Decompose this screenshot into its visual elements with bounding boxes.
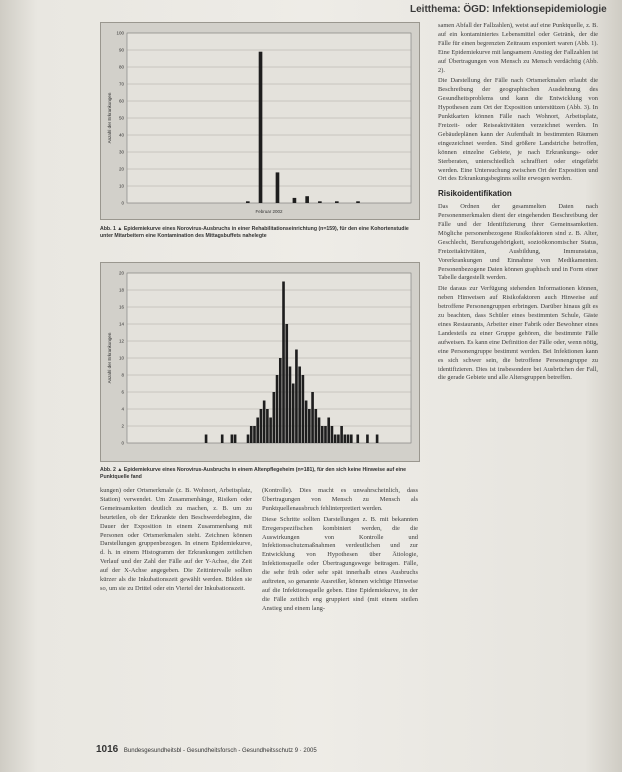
y-tick-label: 12 (118, 338, 124, 344)
y-tick-label: 0 (121, 200, 124, 206)
y-tick-label: 90 (118, 47, 124, 53)
y-tick-label: 4 (121, 406, 124, 412)
bar (293, 198, 297, 203)
column-left (100, 487, 252, 596)
bar (256, 418, 259, 444)
y-tick-label: 60 (118, 98, 124, 104)
figure-1 (100, 22, 420, 220)
bar (205, 435, 208, 444)
bar (260, 409, 263, 443)
x-axis-label: Februar 2002 (255, 209, 283, 214)
bar (347, 435, 350, 444)
bar (298, 367, 301, 444)
y-tick-label: 8 (121, 372, 124, 378)
bar (331, 426, 334, 443)
paragraph: Das Ordnen der gesammelten Daten nach Personenmerkmalen dient der eingehenden Beschreibung der Fälle und der Identifizierung ihrer Gemeinsamkeiten. Mögliche personenbezogene Risikofaktoren sind z. B. Alter, Geschlecht, Berufszugehörigkeit, sozioökonomischer Status, Freizeitaktivitäten, Ausbildung, Immunstatus, Vorerkrankungen und Einnahme von Medikamenten. Personenbezogene Daten können graphisch und in Form einer Tabelle dargestellt werden. (438, 203, 598, 282)
bar (366, 435, 369, 444)
paragraph: (Kontrolle). Dies macht es unwahrscheinlich, dass Übertragungen von Mensch zu Mensch als Punktquellenausbruch fehlinterpretiert werden. (262, 487, 418, 512)
bar (335, 201, 339, 203)
bar (302, 375, 305, 443)
bar (350, 435, 353, 444)
bar (305, 196, 309, 203)
bar (285, 324, 288, 443)
paragraph: Diese Schritte sollten Darstellungen z. B. mit bekannten Erregerspezifischen kombiniert werden, die die Auswirkungen von Kontrolle und Infektionsschutzmaßnahmen verdeutlichen und zur Entwicklung von Hypothesen über Ätiologie, Infektionsquelle oder Übertragungswege beitragen. Fälle, die sehr früh oder sehr spät innerhalb eines Ausbruchs auftreten, so genannte Ausreißer, können wichtige Hinweise auf die Infektionsquelle geben. Eine Epidemiekurve, in der die Fälle zeitlich eng gruppiert sind (mit einem steilen Anstieg und einem lang- (262, 515, 418, 612)
bar (292, 384, 295, 444)
bar (356, 435, 359, 444)
paragraph: Die daraus zur Verfügung stehenden Informationen können, neben Hinweisen auf Risikofaktoren auch Hinweise auf betroffene Personengruppen erbringen. Darüber hinaus gilt es zu beachten, dass Schüler eines bestimmten Schule, Gäste eines Restaurants, Arbeiter einer Fabrik oder Bewohner eines Landesteils zu einer Gruppe gehören, die bestimmte Fälle aufweisen. Es kann eine Definition der Fälle oder, wenn nötig, eine Personengruppe bestimmt werden. Bei Infektionen kann es sich schwer sein, die betroffene Personengruppe zu identifizieren. Dies ist insbesondere bei Ausbrüchen der Fall, die gerade Gebiete und alle Altersgruppen betreffen. (438, 285, 598, 382)
y-tick-label: 10 (118, 355, 124, 361)
bar (231, 435, 234, 444)
y-tick-label: 80 (118, 64, 124, 70)
bar (250, 426, 253, 443)
bar (356, 201, 360, 203)
bar (246, 201, 250, 203)
paragraph: Die Darstellung der Fälle nach Ortsmerkmalen erlaubt die Beschreibung der geographischen Ausdehnung des Gesundheitsproblems und kann die Entwicklung von Hypothesen zum Ort der Exposition unterstützen (Abb. 3). In Punktkarten können Fälle nach Wohnort, Arbeitsplatz, Freizeit- oder Reiseaktivitäten verzeichnet werden. In Gebäudeplänen kann der Aufenthalt in bestimmten Räumen eingezeichnet werden. Sind größere Landstriche betroffen, können einzelne Gebiete, je nach Erkrankungs- oder Sterberaten, unterschiedlich schraffiert oder eingefärbt werden. Eine Untersuchung zwischen Ort der Exposition und Ort des Erkrankungsbeginns sollte erwogen werden. (438, 77, 598, 183)
y-tick-label: 50 (118, 115, 124, 121)
figure-1-chart (101, 23, 419, 219)
y-tick-label: 2 (121, 423, 124, 429)
bar (263, 401, 266, 444)
bar (221, 435, 224, 444)
y-tick-label: 100 (116, 30, 124, 36)
bar (321, 426, 324, 443)
bar (295, 350, 298, 444)
page-number: 1016 (96, 744, 119, 755)
y-tick-label: 20 (118, 270, 124, 276)
column-right (438, 22, 598, 385)
bar (340, 426, 343, 443)
bar (311, 392, 314, 443)
bar (289, 367, 292, 444)
y-axis-label: Anzahl der Erkrankungen (107, 332, 112, 384)
y-tick-label: 70 (118, 81, 124, 87)
bar (305, 401, 308, 444)
bar (344, 435, 347, 444)
bar (327, 418, 330, 444)
y-tick-label: 30 (118, 149, 124, 155)
y-tick-label: 18 (118, 287, 124, 293)
bar (259, 52, 263, 203)
column-middle (262, 487, 418, 616)
bar (282, 282, 285, 444)
y-tick-label: 20 (118, 166, 124, 172)
y-tick-label: 10 (118, 183, 124, 189)
paragraph: kungen) oder Ortsmerkmale (z. B. Wohnort, Arbeitsplatz, Station) verwendet. Um Zusammenhänge, Risiken oder Gemeinsamkeiten deutlich zu machen, z. B. um zu beurteilen, ob der Erkrankte den Beschwerdebeginn, die Dauer der Exposition in einem Zusammenhang mit Personen oder Ortsmerkmalen steht. Zeichnen können Darstellungen gruppenbezogen. In einem Epidemiekurve, d. h. in einem Histogramm der Erkrankungen zeitlichen Verlauf und der Zahl der Fälle auf der Y-Achse, die Zeit auf der X-Achse angegeben. Die Zeitintervalle sollten kürzer als die Inkubationszeit gewählt werden. Bilden sie so, um sie zu Drittel oder ein Viertel der Inkubationszeit. (100, 487, 252, 592)
bar (247, 435, 250, 444)
bar (318, 418, 321, 444)
bar (253, 426, 256, 443)
paragraph: samen Abfall der Fallzahlen), weist auf eine Punktquelle, z. B. auf ein kontaminiertes Lebensmittel oder Getränk, der die Fälle für einen begrenzten Zeitraum exponiert waren (Abb. 1). Eine Epidemiekurve mit langsamem Anstieg der Fallzahlen ist auf Übertragungen von Mensch zu Mensch verdächtig (Abb. 2). (438, 22, 598, 74)
bar (314, 409, 317, 443)
journal-name: Bundesgesundheitsbl - Gesundheitsforsch - Gesundheitsschutz 9 · 2005 (123, 748, 317, 754)
y-tick-label: 14 (118, 321, 124, 327)
figure-2 (100, 262, 420, 462)
section-heading-risk: Risikoidentifikation (438, 189, 512, 199)
page-header: Leitthema: ÖGD: Infektionsepidemiologie (410, 4, 607, 15)
y-axis-label: Anzahl der Erkrankungen (107, 92, 112, 144)
y-tick-label: 6 (121, 389, 124, 395)
bar (308, 409, 311, 443)
y-tick-label: 16 (118, 304, 124, 310)
figure-2-chart (101, 263, 419, 461)
bar (276, 375, 279, 443)
bar (234, 435, 237, 444)
bar (334, 435, 337, 444)
bar (337, 435, 340, 444)
bar (279, 358, 282, 443)
bar (318, 201, 322, 203)
y-tick-label: 40 (118, 132, 124, 138)
bar (376, 435, 379, 444)
bar (324, 426, 327, 443)
bar (266, 409, 269, 443)
y-tick-label: 0 (121, 440, 124, 446)
bar (269, 418, 272, 444)
page-footer (96, 744, 416, 756)
bar (276, 172, 280, 203)
bar (273, 392, 276, 443)
figure-1-caption: Abb. 1 ▲ Epidemiekurve eines Norovirus-Ausbruchs in einer Rehabilitationseinrichtung (n=159), für den eine Kohortenstudie unter Mitarbeitern eine Kontamination des Mittagsbuffets nahelegte (100, 226, 409, 239)
figure-2-caption: Abb. 2 ▲ Epidemiekurve eines Norovirus-Ausbruchs in einem Altenpflegeheim (n=181), für den sich keine Hinweise auf eine Punktquelle fand (100, 467, 407, 480)
